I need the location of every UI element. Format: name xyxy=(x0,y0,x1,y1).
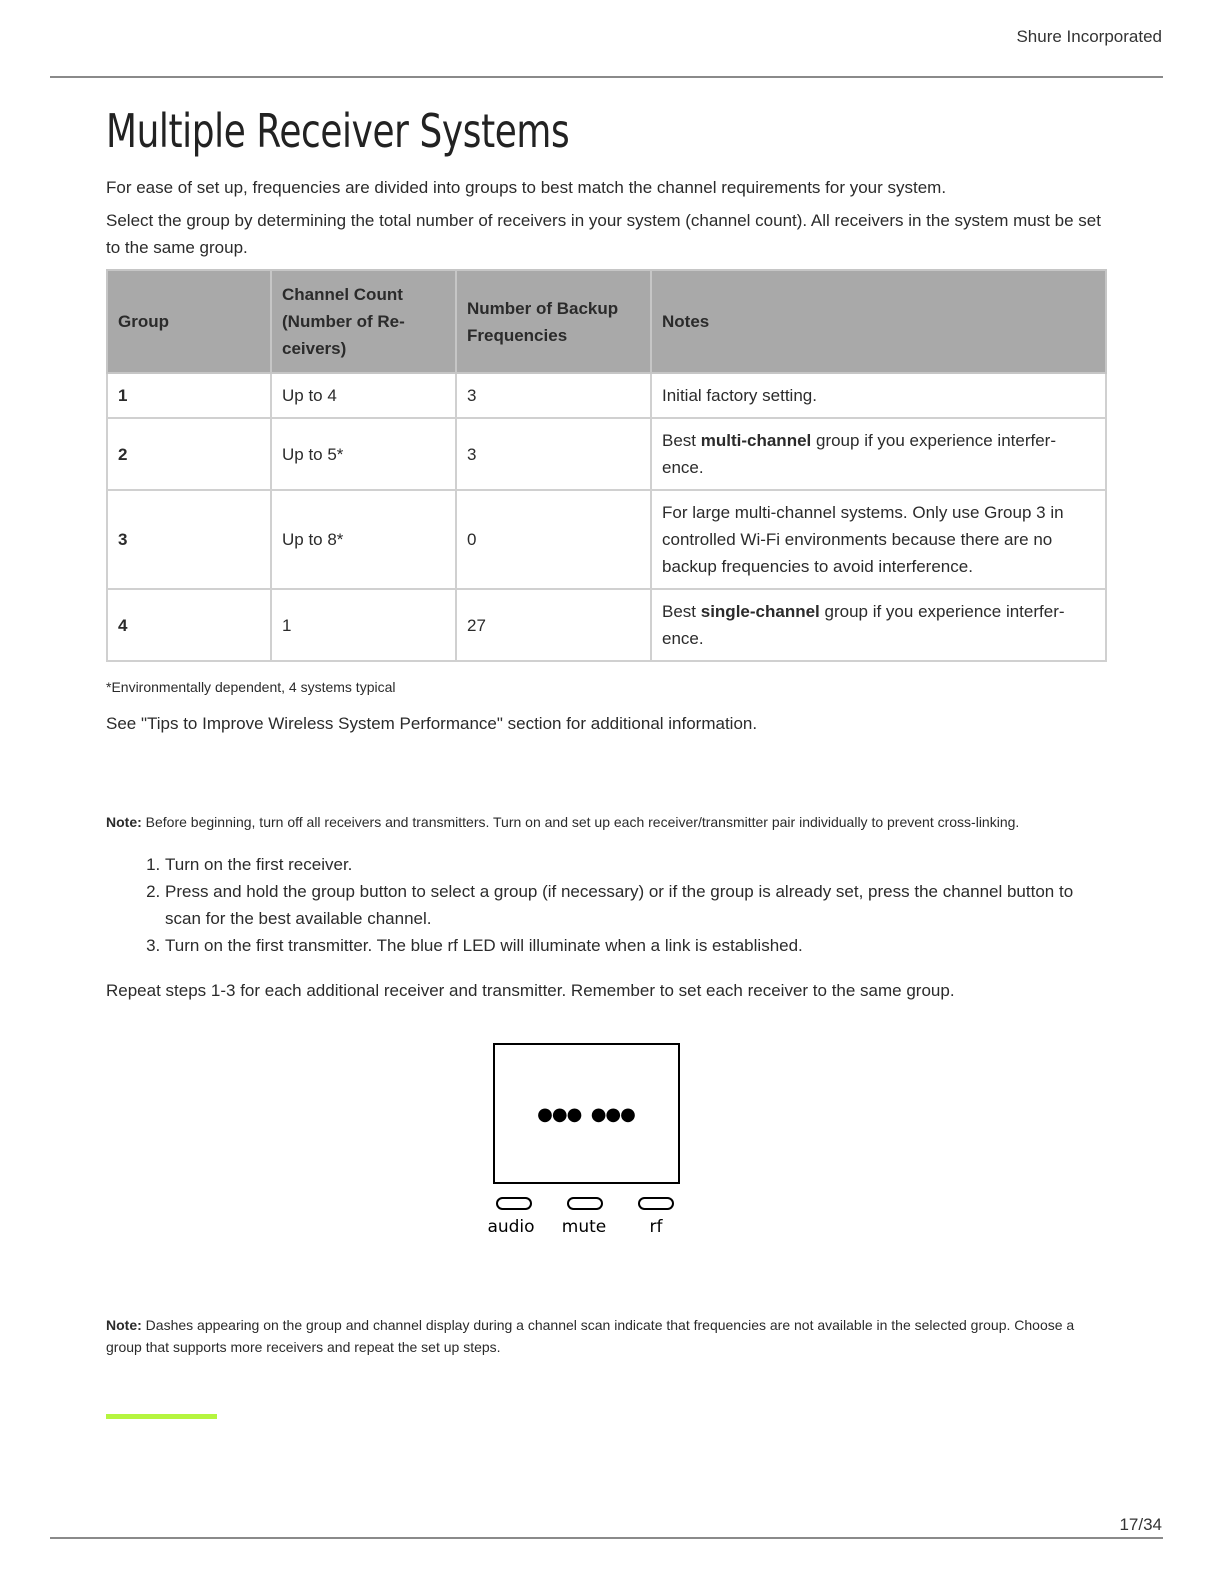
accent-bar xyxy=(106,1414,217,1419)
cell-backup: 3 xyxy=(456,418,651,490)
notes-text: Best xyxy=(662,602,701,621)
header-backup-frequencies: Number of Backup Frequencies xyxy=(456,270,651,373)
header-rule xyxy=(50,76,1163,78)
intro-paragraph-2: Select the group by determining the total number of receivers in your system (channel count). All receivers in the system must be set to the same group. xyxy=(106,211,1101,257)
note-dashes xyxy=(106,1314,1106,1358)
page-number: 17/34 xyxy=(1119,1515,1162,1534)
cell-group: 3 xyxy=(107,490,271,589)
audio-label: audio xyxy=(487,1217,535,1237)
receiver-display-diagram xyxy=(106,1042,1106,1252)
header-notes: Notes xyxy=(651,270,1106,373)
note-before-beginning xyxy=(106,811,1106,833)
note-text: Dashes appearing on the group and channel display during a channel scan indicate that frequencies are not available in the selected group. Choose a group that supports more receivers and repeat the set up steps. xyxy=(106,1317,1075,1355)
header-group: Group xyxy=(107,270,271,373)
mute-label: mute xyxy=(561,1217,607,1237)
notes-text: group if you experience interfer-ence. xyxy=(662,431,1057,477)
display-dots: ●●● ●●● xyxy=(537,1104,635,1125)
cell-backup: 0 xyxy=(456,490,651,589)
cell-count: Up to 5* xyxy=(271,418,456,490)
table-row xyxy=(107,373,1106,418)
cell-count: Up to 4 xyxy=(271,373,456,418)
footer-rule xyxy=(50,1537,1163,1539)
see-also-text: See "Tips to Improve Wireless System Performance" section for additional information. xyxy=(106,714,758,733)
notes-bold: single-channel xyxy=(700,602,820,621)
page-content xyxy=(106,100,1106,1419)
group-table xyxy=(106,269,1107,662)
rf-led-icon xyxy=(639,1198,673,1209)
cell-backup: 3 xyxy=(456,373,651,418)
repeat-instructions: Repeat steps 1-3 for each additional receiver and transmitter. Remember to set each receiver to the same group. xyxy=(106,981,955,1000)
cell-backup: 27 xyxy=(456,589,651,661)
list-item: 1. Turn on the first receiver. xyxy=(165,851,1106,878)
rf-label: rf xyxy=(649,1217,663,1237)
note-label: Note: xyxy=(106,814,142,830)
intro-paragraph-1: For ease of set up, frequencies are divided into groups to best match the channel requirements for your system. xyxy=(106,178,947,197)
cell-notes xyxy=(651,589,1106,661)
setup-steps xyxy=(106,851,1106,959)
list-item: 3. Turn on the first transmitter. The blue rf LED will illuminate when a link is established. xyxy=(165,932,1106,959)
receiver-display-illustration xyxy=(486,1042,686,1242)
list-item: 2. Press and hold the group button to select a group (if necessary) or if the group is already set, press the channel button to scan for the best available channel. xyxy=(165,878,1106,932)
header-channel-count: Channel Count (Number of Re-ceivers) xyxy=(271,270,456,373)
cell-group: 1 xyxy=(107,373,271,418)
cell-group: 2 xyxy=(107,418,271,490)
cell-notes xyxy=(651,418,1106,490)
table-footnote: *Environmentally dependent, 4 systems typical xyxy=(106,679,396,695)
cell-notes: Initial factory setting. xyxy=(651,373,1106,418)
cell-notes: For large multi-channel systems. Only use Group 3 in controlled Wi-Fi environments because there are no backup frequencies to avoid interference. xyxy=(651,490,1106,589)
cell-group: 4 xyxy=(107,589,271,661)
table-header-row xyxy=(107,270,1106,373)
table-row xyxy=(107,418,1106,490)
table-row xyxy=(107,589,1106,661)
note-text: Before beginning, turn off all receivers and transmitters. Turn on and set up each receiver/transmitter pair individually to prevent cross-linking. xyxy=(141,814,1020,830)
header-company: Shure Incorporated xyxy=(1016,27,1162,46)
notes-text: Best xyxy=(662,431,701,450)
cell-count: 1 xyxy=(271,589,456,661)
note-label: Note: xyxy=(106,1317,142,1333)
notes-bold: multi-channel xyxy=(700,431,812,450)
mute-led-icon xyxy=(568,1198,602,1209)
page-title: Multiple Receiver Systems xyxy=(106,104,570,158)
cell-count: Up to 8* xyxy=(271,490,456,589)
table-row xyxy=(107,490,1106,589)
notes-text: group if you experience interfer-ence. xyxy=(662,602,1065,648)
audio-led-icon xyxy=(497,1198,531,1209)
